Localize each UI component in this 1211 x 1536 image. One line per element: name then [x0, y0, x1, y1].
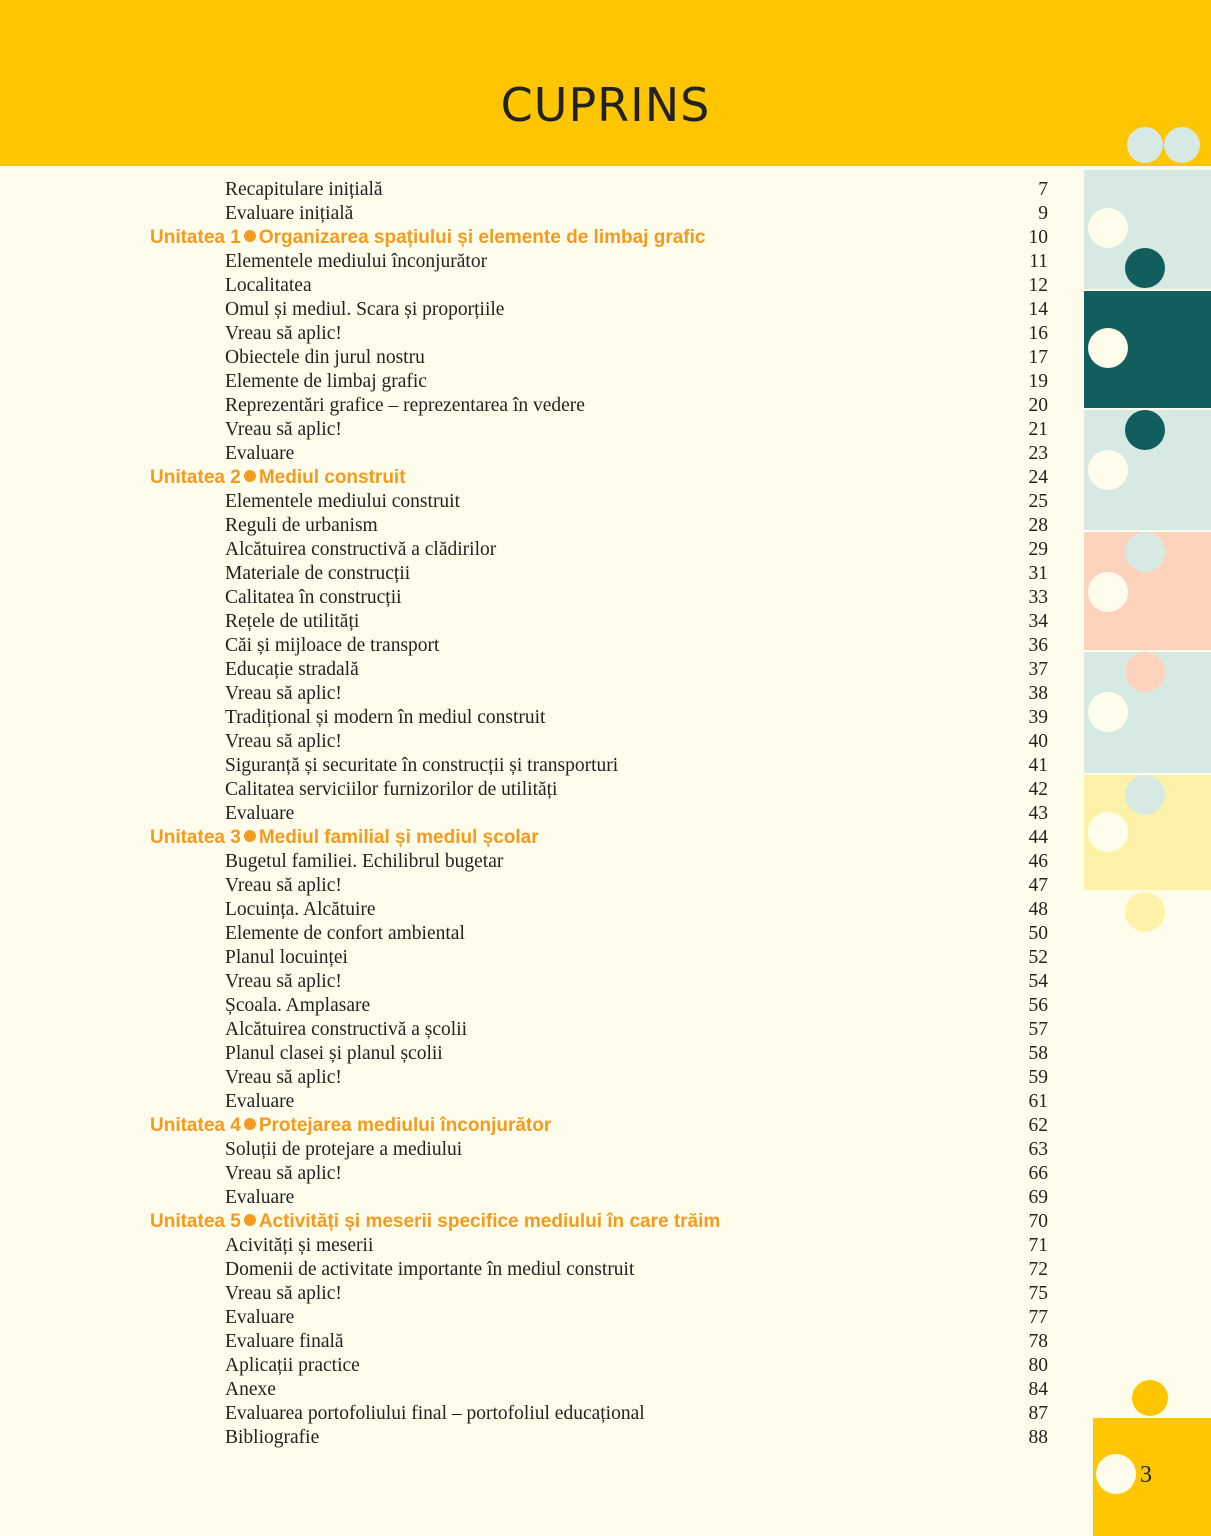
toc-entry-title: Evaluare: [225, 1307, 295, 1328]
toc-entry: [0, 1042, 1060, 1066]
toc-entry: [0, 586, 1060, 610]
toc-entry-page: 28: [1028, 515, 1048, 536]
toc-entry-page: 9: [1038, 203, 1048, 224]
toc-entry-page: 14: [1028, 299, 1048, 320]
toc-entry-page: 34: [1028, 611, 1048, 632]
toc-entry-title: Siguranță și securitate în construcții și transporturi: [225, 755, 619, 776]
toc-entry-title: Vreau să aplic!: [225, 731, 342, 752]
toc-entry-title: Vreau să aplic!: [225, 971, 342, 992]
toc-entry-title: Acivități și meserii: [225, 1235, 374, 1256]
toc-entry: [0, 922, 1060, 946]
unit-title: Mediul familial și mediul școlar: [258, 827, 539, 848]
toc-entry-title: [150, 226, 705, 250]
toc-entry-title: Calitatea serviciilor furnizorilor de utilități: [225, 779, 558, 800]
toc-entry-page: 58: [1028, 1043, 1048, 1064]
unit-title: Organizarea spațiului și elemente de limbaj grafic: [258, 227, 706, 248]
toc-entry: [0, 658, 1060, 682]
toc-unit-heading: [0, 226, 1060, 250]
toc-entry: [0, 1354, 1060, 1378]
toc-entry-title: Planul clasei și planul școlii: [225, 1043, 443, 1064]
toc-entry-title: Elemente de limbaj grafic: [225, 371, 427, 392]
toc-entry: [0, 946, 1060, 970]
toc-entry-page: 43: [1028, 803, 1048, 824]
toc-entry: [0, 1234, 1060, 1258]
toc-entry: [0, 1090, 1060, 1114]
toc-entry-page: 87: [1028, 1403, 1048, 1424]
toc-entry: [0, 490, 1060, 514]
toc-entry: [0, 1330, 1060, 1354]
toc-entry-page: 16: [1028, 323, 1048, 344]
toc-entry-page: 78: [1028, 1331, 1048, 1352]
toc-unit-heading: [0, 1114, 1060, 1138]
puzzle-piece-light-3: [1084, 652, 1211, 774]
toc-entry-title: Vreau să aplic!: [225, 875, 342, 896]
toc-entry-page: 19: [1028, 371, 1048, 392]
toc-entry-page: 59: [1028, 1067, 1048, 1088]
toc-entry-title: Elementele mediului înconjurător: [225, 251, 488, 272]
toc-entry-title: Vreau să aplic!: [225, 419, 342, 440]
toc-entry: [0, 1402, 1060, 1426]
toc-entry-page: 11: [1029, 251, 1048, 272]
toc-entry: [0, 1138, 1060, 1162]
toc-entry: [0, 706, 1060, 730]
bullet-dot-icon: [244, 1214, 256, 1226]
toc-entry-title: Rețele de utilități: [225, 611, 360, 632]
toc-entry-title: Evaluare inițială: [225, 203, 354, 224]
toc-entry: [0, 778, 1060, 802]
toc-entry: [0, 1378, 1060, 1402]
toc-entry-page: 24: [1028, 467, 1048, 488]
toc-entry: [0, 418, 1060, 442]
unit-title: Protejarea mediului înconjurător: [258, 1115, 552, 1136]
toc-entry-title: Aplicații practice: [225, 1355, 360, 1376]
toc-entry: [0, 730, 1060, 754]
toc-entry-title: Bibliografie: [225, 1427, 320, 1448]
toc-entry-page: 71: [1028, 1235, 1048, 1256]
toc-entry: [0, 178, 1060, 202]
toc-entry-page: 69: [1028, 1187, 1048, 1208]
toc-entry: [0, 514, 1060, 538]
toc-entry-title: Vreau să aplic!: [225, 1283, 342, 1304]
toc-entry-title: Elemente de confort ambiental: [225, 923, 465, 944]
page-number-piece: [1093, 1380, 1211, 1536]
toc-entry-page: 29: [1028, 539, 1048, 560]
toc-entry-page: 52: [1028, 947, 1048, 968]
puzzle-piece-yellow: [1084, 775, 1211, 932]
toc-entry: [0, 994, 1060, 1018]
toc-entry-page: 21: [1028, 419, 1048, 440]
toc-entry-title: Evaluare: [225, 803, 295, 824]
toc-entry-page: 56: [1028, 995, 1048, 1016]
toc-entry-title: [150, 466, 406, 490]
toc-entry-page: 17: [1028, 347, 1048, 368]
toc-entry-page: 72: [1028, 1259, 1048, 1280]
page-number: 3: [1140, 1462, 1152, 1488]
toc-entry-page: 77: [1028, 1307, 1048, 1328]
toc-entry-page: 37: [1028, 659, 1048, 680]
toc-entry: [0, 1162, 1060, 1186]
toc-entry: [0, 250, 1060, 274]
toc-entry: [0, 322, 1060, 346]
toc-entry-title: Alcătuirea constructivă a școlii: [225, 1019, 468, 1040]
toc-entry-page: 12: [1028, 275, 1048, 296]
toc-entry-page: 31: [1028, 563, 1048, 584]
toc-entry: [0, 1282, 1060, 1306]
toc-entry: [0, 1258, 1060, 1282]
toc-entry-page: 39: [1028, 707, 1048, 728]
toc-entry-title: Bugetul familiei. Echilibrul bugetar: [225, 851, 504, 872]
toc-entry-title: Educație stradală: [225, 659, 359, 680]
toc-entry: [0, 1306, 1060, 1330]
toc-entry: [0, 610, 1060, 634]
toc-entry: [0, 682, 1060, 706]
toc-entry: [0, 898, 1060, 922]
unit-title: Mediul construit: [258, 467, 406, 488]
toc-entry-page: 40: [1028, 731, 1048, 752]
unit-label: Unitatea 2: [150, 467, 241, 488]
toc-entry-title: Domenii de activitate importante în mediul construit: [225, 1259, 635, 1280]
toc-entry-title: Obiectele din jurul nostru: [225, 347, 425, 368]
unit-label: Unitatea 5: [150, 1211, 241, 1232]
toc-entry-title: Vreau să aplic!: [225, 323, 342, 344]
unit-label: Unitatea 1: [150, 227, 241, 248]
toc-entry: [0, 442, 1060, 466]
toc-entry-title: Soluții de protejare a mediului: [225, 1139, 463, 1160]
unit-label: Unitatea 4: [150, 1115, 241, 1136]
toc-entry-page: 42: [1028, 779, 1048, 800]
toc-entry-page: 38: [1028, 683, 1048, 704]
toc-entry-page: 57: [1028, 1019, 1048, 1040]
toc-entry-title: Căi și mijloace de transport: [225, 635, 440, 656]
toc-entry-page: 63: [1028, 1139, 1048, 1160]
toc-entry-title: Materiale de construcții: [225, 563, 411, 584]
toc-entry-title: [150, 1210, 720, 1234]
toc-entry: [0, 370, 1060, 394]
toc-entry-page: 61: [1028, 1091, 1048, 1112]
bullet-dot-icon: [244, 470, 256, 482]
toc-entry-page: 84: [1028, 1379, 1048, 1400]
toc-entry-title: Evaluare: [225, 1187, 295, 1208]
page-title: CUPRINS: [500, 78, 711, 132]
toc-entry-title: Vreau să aplic!: [225, 1163, 342, 1184]
toc-entry-page: 36: [1028, 635, 1048, 656]
toc-entry-title: Alcătuirea constructivă a clădirilor: [225, 539, 497, 560]
toc-entry-title: Localitatea: [225, 275, 312, 296]
toc-entry: [0, 346, 1060, 370]
table-of-contents: [0, 178, 1060, 1450]
toc-entry: [0, 538, 1060, 562]
toc-entry-page: 50: [1028, 923, 1048, 944]
toc-entry-page: 46: [1028, 851, 1048, 872]
toc-entry-title: [150, 826, 539, 850]
bullet-dot-icon: [244, 230, 256, 242]
toc-entry-title: Evaluare finală: [225, 1331, 344, 1352]
unit-label: Unitatea 3: [150, 827, 241, 848]
toc-entry-title: Locuința. Alcătuire: [225, 899, 376, 920]
toc-entry-page: 62: [1028, 1115, 1048, 1136]
toc-entry-page: 33: [1028, 587, 1048, 608]
toc-entry: [0, 802, 1060, 826]
toc-entry-title: Evaluarea portofoliului final – portofoliul educațional: [225, 1403, 645, 1424]
toc-entry: [0, 562, 1060, 586]
toc-entry-page: 88: [1028, 1427, 1048, 1448]
toc-unit-heading: [0, 826, 1060, 850]
toc-unit-heading: [0, 466, 1060, 490]
toc-entry-title: Recapitulare inițială: [225, 179, 383, 200]
toc-entry-title: Tradițional și modern în mediul construit: [225, 707, 546, 728]
toc-entry-title: [150, 1114, 551, 1138]
toc-unit-heading: [0, 1210, 1060, 1234]
toc-entry-page: 54: [1028, 971, 1048, 992]
toc-entry-title: Calitatea în construcții: [225, 587, 402, 608]
toc-entry-page: 75: [1028, 1283, 1048, 1304]
toc-entry-title: Reguli de urbanism: [225, 515, 378, 536]
toc-entry-title: Reprezentări grafice – reprezentarea în vedere: [225, 395, 585, 416]
toc-entry-page: 20: [1028, 395, 1048, 416]
toc-entry-page: 48: [1028, 899, 1048, 920]
toc-entry: [0, 850, 1060, 874]
toc-entry-page: 70: [1028, 1211, 1048, 1232]
toc-entry: [0, 1186, 1060, 1210]
toc-entry-page: 66: [1028, 1163, 1048, 1184]
toc-entry: [0, 970, 1060, 994]
toc-entry: [0, 754, 1060, 778]
toc-entry-page: 25: [1028, 491, 1048, 512]
toc-entry: [0, 1018, 1060, 1042]
toc-entry-page: 23: [1028, 443, 1048, 464]
toc-entry-title: Omul și mediul. Scara și proporțiile: [225, 299, 505, 320]
unit-title: Activități și meserii specifice mediului în care trăim: [258, 1211, 721, 1232]
toc-entry-title: Vreau să aplic!: [225, 1067, 342, 1088]
toc-entry-page: 10: [1028, 227, 1048, 248]
toc-entry: [0, 394, 1060, 418]
toc-entry-title: Școala. Amplasare: [225, 995, 371, 1016]
toc-entry: [0, 634, 1060, 658]
toc-entry-page: 80: [1028, 1355, 1048, 1376]
toc-entry: [0, 298, 1060, 322]
puzzle-piece-light-2: [1084, 410, 1211, 530]
toc-entry: [0, 1426, 1060, 1450]
toc-entry: [0, 874, 1060, 898]
toc-entry-title: Elementele mediului construit: [225, 491, 461, 512]
toc-entry-title: Evaluare: [225, 1091, 295, 1112]
toc-entry-title: Anexe: [225, 1379, 276, 1400]
toc-entry-title: Vreau să aplic!: [225, 683, 342, 704]
toc-entry-page: 7: [1038, 179, 1048, 200]
toc-entry: [0, 202, 1060, 226]
bullet-dot-icon: [244, 1118, 256, 1130]
toc-entry-page: 44: [1028, 827, 1048, 848]
toc-entry-page: 47: [1028, 875, 1048, 896]
toc-entry-title: Evaluare: [225, 443, 295, 464]
toc-entry: [0, 1066, 1060, 1090]
toc-entry-title: Planul locuinței: [225, 947, 348, 968]
bullet-dot-icon: [244, 830, 256, 842]
toc-entry-page: 41: [1028, 755, 1048, 776]
toc-entry: [0, 274, 1060, 298]
